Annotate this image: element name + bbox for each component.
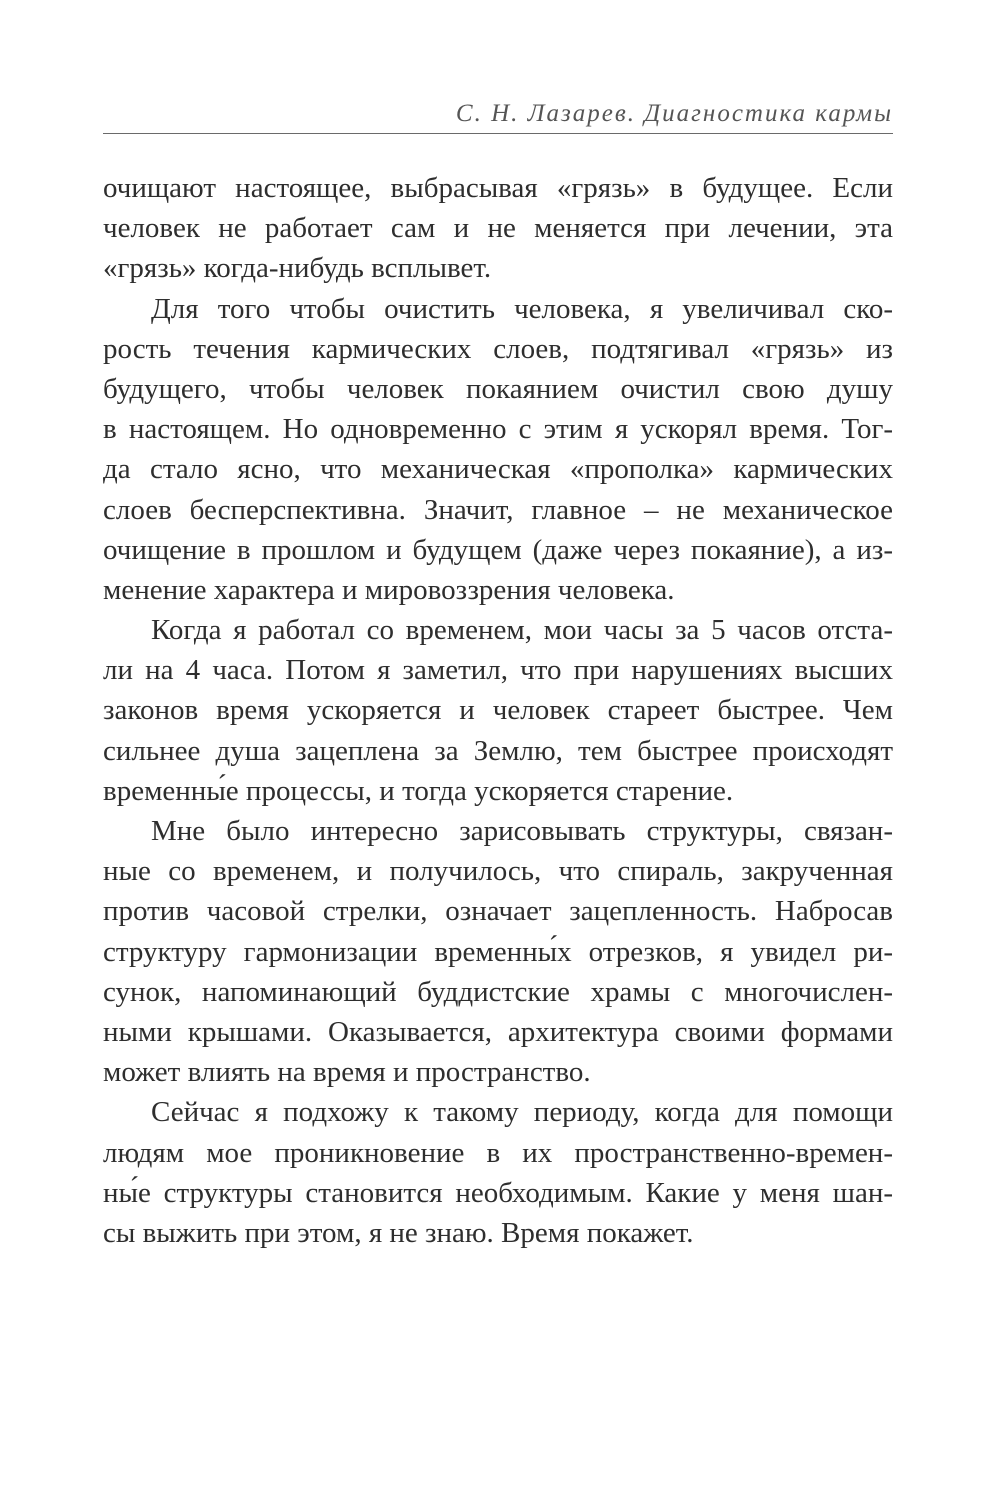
text-line: менение характера и мировоззрения человека.: [103, 573, 675, 606]
text-line: Для того чтобы очистить человека, я увеличивал ско-: [151, 292, 893, 325]
text-line: структуру гармонизации временны́х отрезков, я увидел ри-: [103, 935, 893, 968]
text-line: ными крышами. Оказывается, архитектура своими формами: [103, 1015, 893, 1048]
text-line: сильнее душа зацеплена за Землю, тем быстрее происходят: [103, 734, 893, 767]
paragraph: [103, 610, 893, 811]
text-line: законов время ускоряется и человек стареет быстрее. Чем: [103, 694, 893, 727]
text-line: временны́е процессы, и тогда ускоряется старение.: [103, 774, 734, 807]
text-line: в настоящем. Но одновременно с этим я ускорял время. Тог-: [103, 413, 893, 446]
text-line: человек не работает сам и не меняется при лечении, эта: [103, 212, 893, 245]
text-line: сунок, напоминающий буддистские храмы с многочислен-: [103, 975, 893, 1008]
text-line: Когда я работал со временем, мои часы за 5 часов отста-: [151, 614, 893, 647]
text-line: ли на 4 часа. Потом я заметил, что при нарушениях высших: [103, 654, 893, 687]
text-line: сы выжить при этом, я не знаю. Время покажет.: [103, 1216, 694, 1249]
text-line: Сейчас я подхожу к такому периоду, когда для помощи: [151, 1096, 893, 1129]
paragraph: [103, 168, 893, 289]
body-text: [103, 168, 893, 1253]
text-line: может влиять на время и пространство.: [103, 1056, 591, 1089]
paragraph: [103, 289, 893, 611]
text-line: очищение в прошлом и будущем (даже через покаяние), а из-: [103, 533, 893, 566]
text-line: слоев бесперспективна. Значит, главное – не механическое: [103, 493, 893, 526]
header-rule: [103, 133, 893, 134]
text-line: да стало ясно, что механическая «прополка» кармических: [103, 453, 893, 486]
text-line: рость течения кармических слоев, подтягивал «грязь» из: [103, 332, 893, 365]
text-line: очищают настоящее, выбрасывая «грязь» в будущее. Если: [103, 172, 893, 204]
text-line: против часовой стрелки, означает зацепленность. Набросав: [103, 895, 893, 928]
paragraph: [103, 811, 893, 1092]
text-line: «грязь» когда-нибудь всплывет.: [103, 252, 492, 285]
running-head-title: С. Н. Лазарев. Диагностика кармы: [455, 100, 893, 127]
text-line: людям мое проникновение в их пространственно-времен-: [103, 1136, 893, 1169]
text-line: ные со временем, и получилось, что спираль, закрученная: [103, 855, 893, 888]
text-line: Мне было интересно зарисовывать структуры, связан-: [151, 815, 893, 847]
text-line: ны́е структуры становится необходимым. Какие у меня шан-: [103, 1176, 893, 1209]
paragraph: [103, 1092, 893, 1253]
text-line: будущего, чтобы человек покаянием очистил свою душу: [103, 372, 893, 405]
